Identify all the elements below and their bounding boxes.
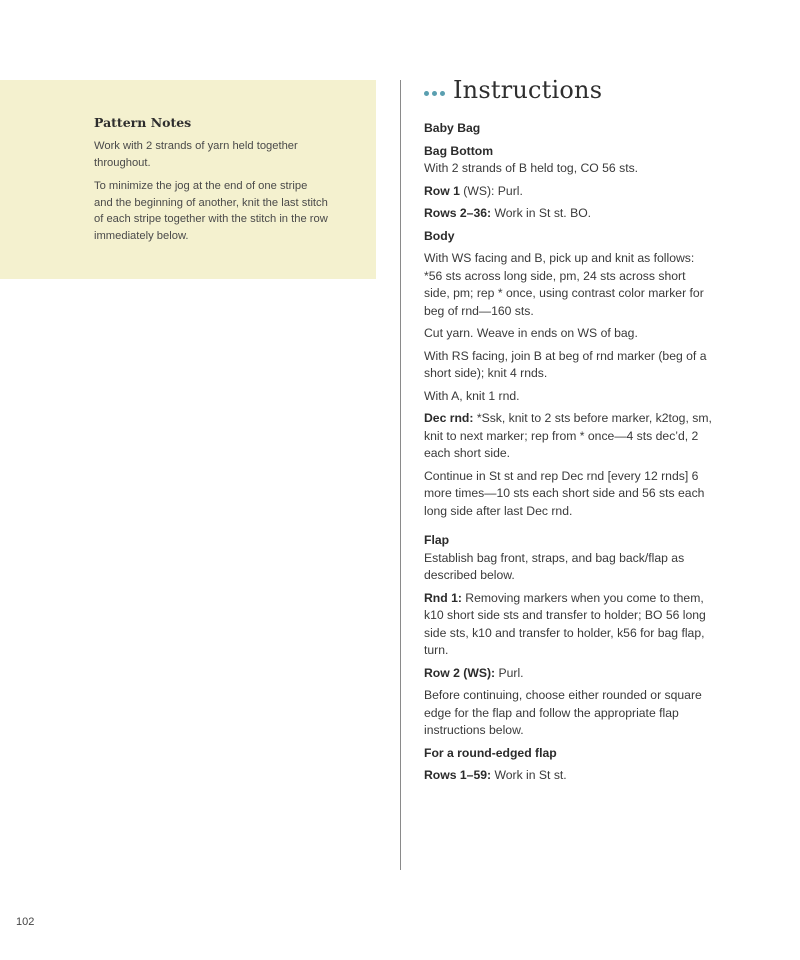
dot	[424, 91, 429, 96]
row1-text: (WS): Purl.	[459, 183, 523, 198]
body-p2: Cut yarn. Weave in ends on WS of bag.	[424, 326, 638, 340]
flap-p1: Establish bag front, straps, and bag back/flap as described below.	[424, 550, 685, 582]
round-flap-title: For a round-edged flap	[424, 745, 557, 760]
row2-label: Row 2 (WS):	[424, 665, 496, 680]
body-p3: With RS facing, join B at beg of rnd marker (beg of a short side); knit 4 rnds.	[424, 348, 707, 380]
body-p5: Continue in St st and rep Dec rnd [every 12 rnds] 6 more times—10 sts each short side and 56 sts each long side after last Dec rnd.	[424, 468, 705, 518]
row1-label: Row 1	[424, 183, 460, 198]
page-number: 102	[16, 916, 35, 928]
rows159-text: Work in St st.	[491, 768, 567, 782]
body-p1: With WS facing and B, pick up and knit as follows: *56 sts across long side, pm, 24 sts across short side, pm; rep * once, using contrast color marker for beg of rnd—160 sts.	[424, 251, 704, 318]
dec-text: *Ssk, knit to 2 sts before marker, k2tog, sm, knit to next marker; rep from * once—4 sts dec’d, 2 each short side.	[424, 411, 712, 460]
instructions-content	[424, 120, 714, 790]
row2-text: Purl.	[495, 665, 524, 680]
section-title-baby-bag: Baby Bag	[424, 121, 481, 135]
rows2-label: Rows 2–36:	[424, 206, 492, 220]
three-dots-icon	[424, 91, 445, 96]
flap-rows159	[424, 767, 714, 785]
bag-bottom-row1	[424, 183, 714, 201]
pattern-notes-body	[94, 138, 354, 251]
flap-rnd1	[424, 590, 714, 660]
rnd1-label: Rnd 1:	[424, 590, 462, 605]
pattern-notes-title: Pattern Notes	[94, 115, 192, 130]
bag-bottom-rows2	[424, 205, 714, 223]
bag-bottom-line1: With 2 strands of B held tog, CO 56 sts.	[424, 161, 639, 175]
rnd1-text: Removing markers when you come to them, k10 short side sts and transfer to holder; BO 56 long side sts, k10 and transfer to holder, k56 for bag flap, turn.	[424, 590, 706, 657]
body-p4: With A, knit 1 rnd.	[424, 388, 520, 403]
column-divider	[400, 80, 401, 870]
flap-title: Flap	[424, 533, 450, 547]
dot	[440, 91, 445, 96]
instructions-heading	[424, 76, 602, 104]
pattern-note-strands: Work with 2 strands of yarn held together throughout.	[94, 140, 298, 169]
dec-label: Dec rnd:	[424, 411, 474, 425]
flap-p2: Before continuing, choose either rounded or square edge for the flap and follow the appropriate flap instructions below.	[424, 688, 702, 737]
rows159-label: Rows 1–59:	[424, 768, 492, 782]
body-dec-rnd	[424, 410, 714, 463]
instructions-title: Instructions	[453, 76, 603, 104]
flap-row2	[424, 665, 714, 683]
body-title: Body	[424, 228, 455, 243]
pattern-note-jog: To minimize the jog at the end of one stripe and the beginning of another, knit the last stitch of each stripe together with the stitch in the row immediately below.	[94, 180, 328, 242]
bag-bottom-title: Bag Bottom	[424, 143, 494, 158]
rows2-text: Work in St st. BO.	[491, 206, 592, 220]
dot	[432, 91, 437, 96]
